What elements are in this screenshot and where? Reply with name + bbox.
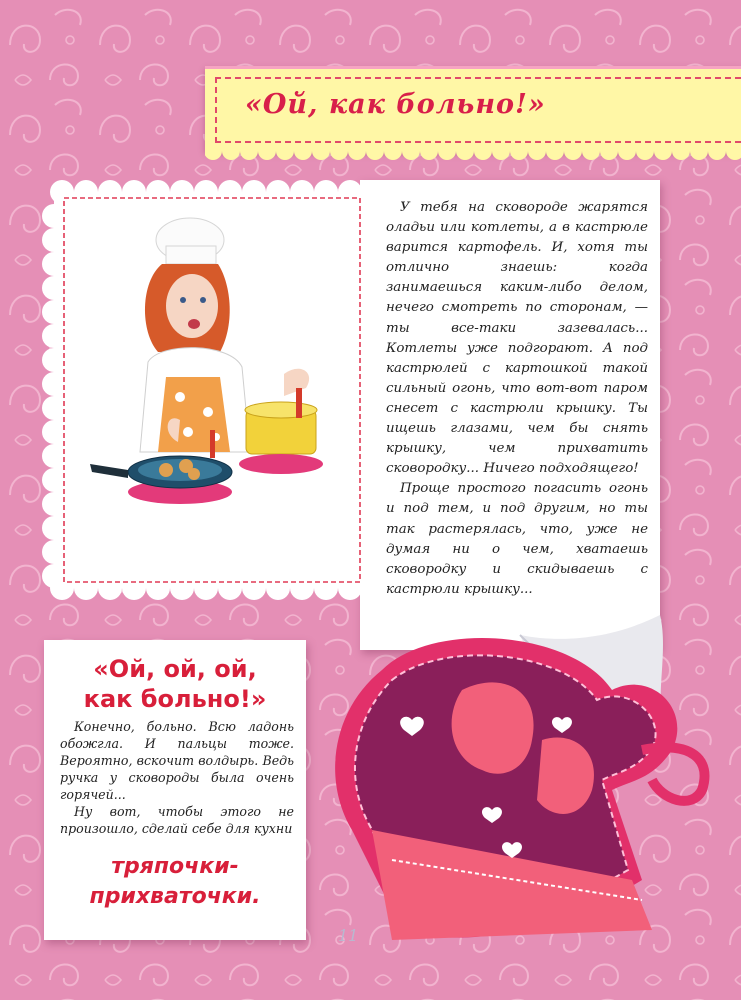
note-text bbox=[60, 718, 294, 837]
note-call-to-action bbox=[44, 852, 306, 912]
note-heading-line-1: «Ой, ой, ой, bbox=[93, 655, 257, 683]
girl-chef-illustration bbox=[70, 202, 354, 562]
note-cta-line-2: прихваточки. bbox=[89, 884, 261, 909]
article-text bbox=[386, 198, 648, 600]
page-title: «Ой, как больно!» bbox=[245, 89, 546, 120]
banner-scallop-edge bbox=[205, 151, 741, 165]
note-paragraph-1: Конечно, больно. Всю ладонь обожгла. И пальцы тоже. Вероятно, вскочит волдырь. Ведь ручка у сковороды была очень горячей... bbox=[60, 719, 294, 802]
note-card bbox=[44, 640, 306, 940]
page-number: 11 bbox=[338, 926, 359, 945]
note-heading bbox=[44, 654, 306, 714]
note-heading-line-2: как больно!» bbox=[83, 685, 267, 713]
article-paragraph-2: Проще простого погасить огонь и под тем, и под другим, но ты так растерялась, что, уже не думая ни о чем, хватаешь сковородку и скидываешь с кастрюли крышку... bbox=[386, 481, 648, 597]
article-paragraph-1: У тебя на сковороде жарятся оладьи или котлеты, а в кастрюле варится картофель. И, хотя ты отлично знаешь: когда занимаешься каким-либо делом, нечего смотреть по сторонам, — ты все-таки зазевалась... Котлеты уже подгорают. А под кастрюлей с картошкой такой сильный огонь, что вот-вот паром снесет с кастрюли крышку. Ты ищешь глазами, чем бы снять крышку, чем прихватить сковородку... Ничего подходящего! bbox=[386, 200, 648, 477]
title-banner bbox=[205, 66, 741, 151]
note-cta-line-1: тряпочки- bbox=[111, 854, 239, 879]
oven-mitt-illustration bbox=[312, 630, 732, 960]
note-paragraph-2: Ну вот, чтобы этого не произошло, сделай себе для кухни bbox=[60, 804, 294, 836]
